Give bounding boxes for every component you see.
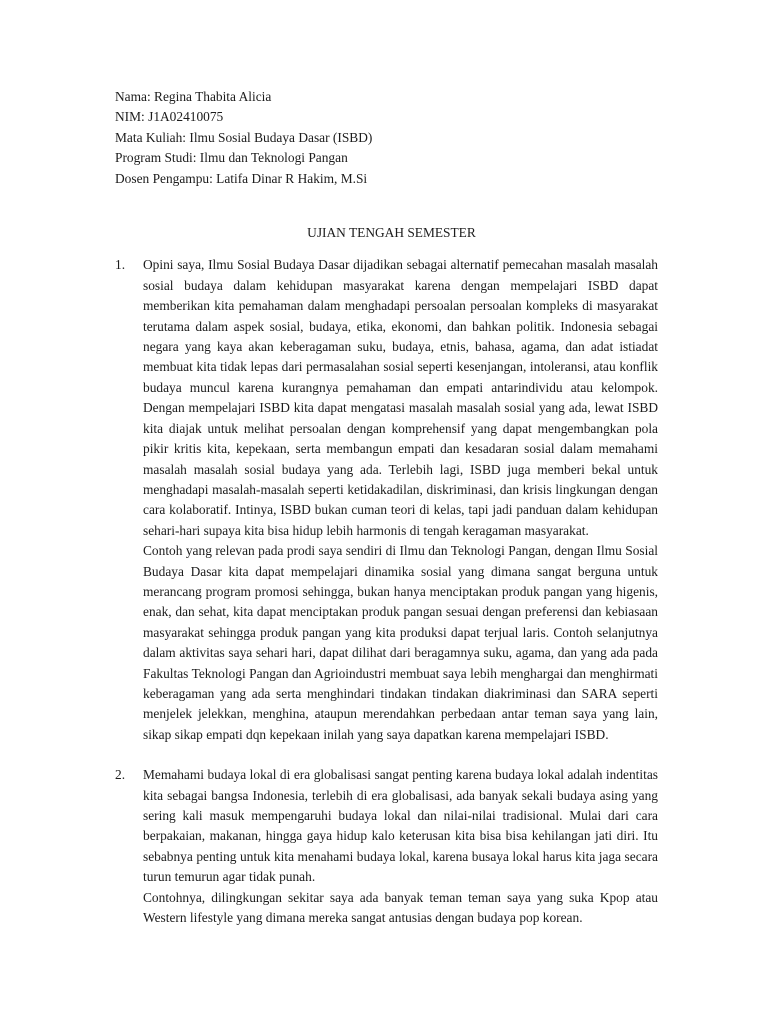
question-number: 1. (115, 257, 126, 273)
student-info-header (115, 87, 658, 189)
question-number: 2. (115, 767, 126, 783)
question-item (115, 255, 658, 745)
study-program: Program Studi: Ilmu dan Teknologi Pangan (115, 150, 348, 166)
student-name: Nama: Regina Thabita Alicia (115, 89, 272, 104)
lecturer-name: Dosen Pengampu: Latifa Dinar R Hakim, M.Si (115, 170, 368, 186)
student-nim: NIM: J1A02410075 (115, 109, 224, 125)
document-title: UJIAN TENGAH SEMESTER (307, 225, 476, 241)
course-name: Mata Kuliah: Ilmu Sosial Budaya Dasar (ISBD) (115, 129, 373, 145)
question-item (115, 765, 658, 928)
answer-paragraph: Opini saya, Ilmu Sosial Budaya Dasar dijadikan sebagai alternatif pemecahan masalah masalah sosial budaya dalam kehidupan masyarakat karena dengan mempelajari ISBD dapat memberikan kita pemahaman dalam menghadapi persoalan persoalan kompleks di masyarakat terutama dalam aspek sosial, budaya, etika, ekonomi, dan bahkan politik. Indonesia sebagai negara yang kaya akan keberagaman suku, budaya, etnis, bahasa, agama, dan adat istiadat membuat kita tidak lepas dari permasalahan sosial seperti kesenjangan, intoleransi, atau konflik budaya muncul karena kurangnya pemahaman dan empati antarindividu atau kelompok. Dengan mempelajari ISBD kita dapat mengatasi masalah masalah sosial yang ada, lewat ISBD kita diajak untuk melihat persoalan dengan komprehensif yang dapat mengembangkan pola pikir kritis kita, kepekaan, serta membangun empati dan kesadaran sosial dalam memahami masalah masalah sosial budaya yang ada. Terlebih lagi, ISBD juga memberi bekal untuk menghadapi masalah-masalah seperti ketidakadilan, diskriminasi, dan krisis lingkungan dengan cara kolaboratif. Intinya, ISBD bukan cuman teori di kelas, tapi jadi panduan dalam kehidupan sehari-hari supaya kita bisa hidup lebih harmonis di tengah keragaman masyarakat. (143, 257, 658, 538)
answer-paragraph: Contoh yang relevan pada prodi saya sendiri di Ilmu dan Teknologi Pangan, dengan Ilmu Sosial Budaya Dasar kita dapat mempelajari dinamika sosial yang dimana sangat berguna untuk merancang program promosi sehingga, bukan hanya menciptakan produk pangan yang higenis, enak, dan sehat, kita dapat menciptakan produk pangan sesuai dengan preferensi dan kebiasaan masyarakat sehingga produk pangan yang kita produksi dapat terjual laris. Contoh selanjutnya dalam aktivitas saya sehari hari, dapat dilihat dari beragamnya suku, agama, dan yang ada pada Fakultas Teknologi Pangan dan Agrioindustri membuat saya lebih menghargai dan menghirmati keberagaman yang ada serta menghindari tindakan tindakan diakriminasi dan SARA seperti menjelek jelekkan, menghina, ataupun merendahkan perbedaan antar teman saya yang lain, sikap sikap empati dqn kepekaan inilah yang saya dapatkan karena mempelajari ISBD. (143, 543, 658, 742)
answer-paragraph: Memahami budaya lokal di era globalisasi sangat penting karena budaya lokal adalah indentitas kita sebagai bangsa Indonesia, terlebih di era globalisasi, ada banyak sekali budaya asing yang sering kali masuk mempengaruhi budaya lokal dan nilai-nilai tradisional. Mulai dari cara berpakaian, makanan, hingga gaya hidup kalo keterusan kita bisa bisa kehilangan jati diri. Itu sebabnya penting untuk kita menahami budaya lokal, karena busaya lokal harus kita jaga secara turun temurun agar tidak punah. (143, 767, 658, 885)
answer-paragraph: Contohnya, dilingkungan sekitar saya ada banyak teman teman saya yang suka Kpop atau Western lifestyle yang dimana mereka sangat antusias dengan budaya pop korean. (143, 889, 658, 926)
